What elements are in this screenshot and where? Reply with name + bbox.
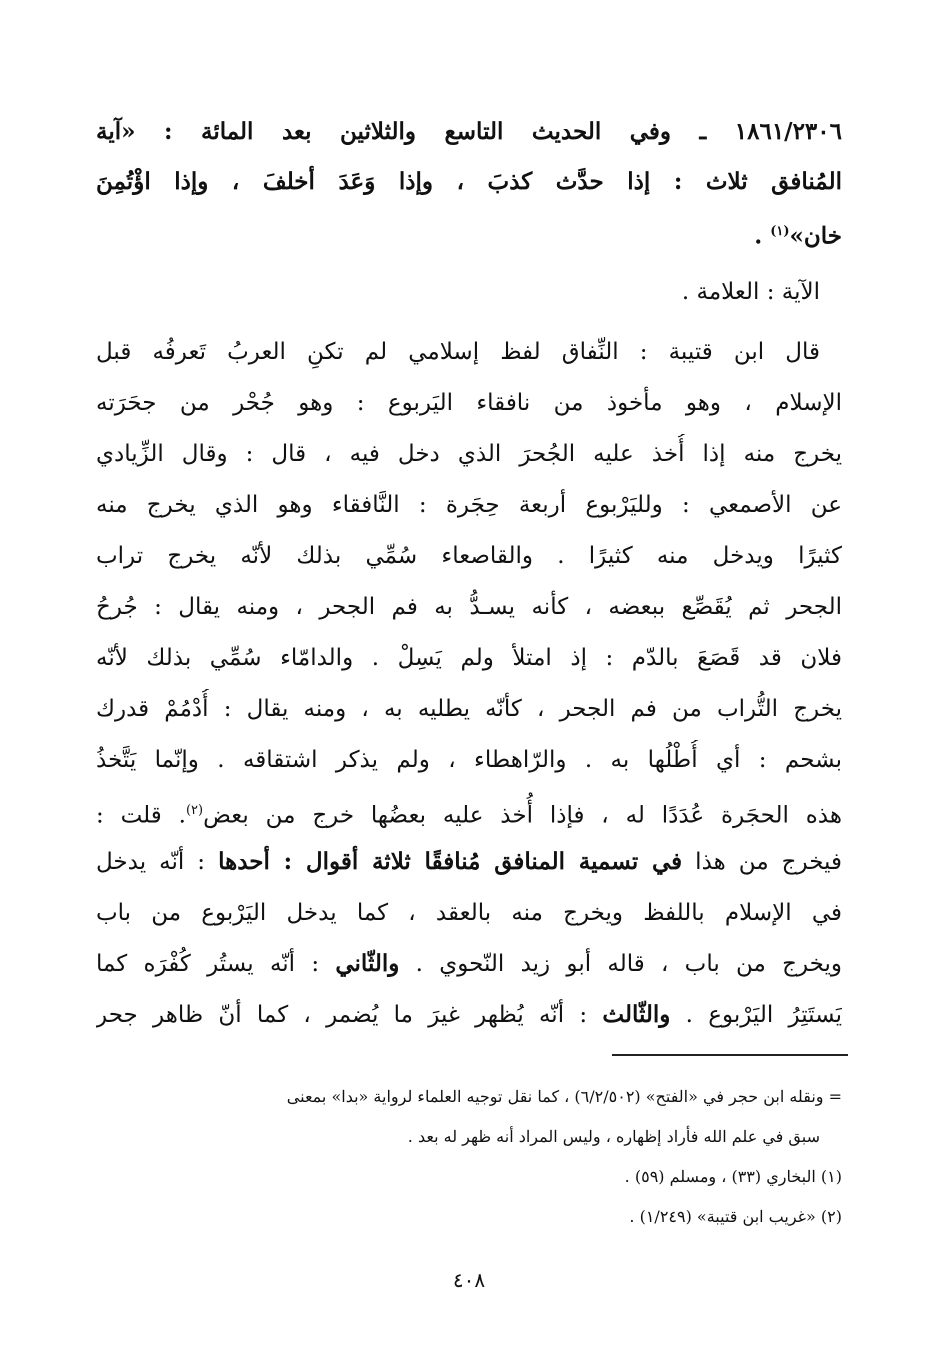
body-line-9: بشحم : أي أُطْلُها به . والرّاهطاء ، ولم يذكر اشتقاقه . وإنّما يَتَّخذُ	[96, 747, 842, 773]
hadith-text-3: خان»	[789, 222, 842, 250]
body-line-10: هذه الحجَرة عُدَدًا له ، فإذا أُخذ عليه بعضُها خرج من بعض$^{(٢)}$. قلت :	[96, 802, 842, 829]
footnote-ref-1: (١)	[770, 224, 790, 239]
body-line-5: كثيرًا ويدخل منه كثيرًا . والقاصعاء سُمِّي بذلك لأنّه يخرج تراب	[96, 543, 842, 569]
body-line-8: يخرج التُّراب من فم الجحر ، كأنّه يطليه به ، ومنه يقال : أُدْمُمْ قدرك	[96, 696, 842, 722]
body-line-13: ويخرج من باب ، قاله أبو زيد النّحوي . والثّاني : أنّه يستُر كُفْرَه كما	[96, 950, 842, 977]
footnote-divider	[612, 1054, 848, 1056]
body-line-11: فيخرج من هذا في تسمية المنافق مُنافقًا ثلاثة أقوال : أحدها : أنّه يدخل	[96, 848, 842, 875]
body-line-1: قال ابن قتيبة : النِّفاق لفظ إسلامي لم تكنِ العربُ تَعرفُه قبل	[96, 339, 820, 365]
body-line-6: الجحر ثم يُقَصِّع ببعضه ، كأنه يسـدُّ به فم الجحر ، ومنه يقال : جُرحُ	[96, 594, 842, 620]
body-line-7: فلان قد قَصَعَ بالدّم : إذ امتلأ ولم يَسِلْ . والدامّاء سُمِّي بذلك لأنّه	[96, 645, 842, 671]
body-line-12: في الإسلام باللفظ ويخرج منه بالعقد ، كما يدخل اليَرْبوع من باب	[96, 900, 842, 926]
footnote-continuation-2: سبق في علم الله فأراد إظهاره ، وليس المراد أنه ظهر له بعد .	[407, 1127, 820, 1146]
hadith-line-2: المُنافق ثلاث : إذا حدَّث كذبَ ، وإذا وَعَدَ أخلفَ ، وإذا اؤْتُمِنَ	[96, 168, 842, 195]
footnote-2: (٢) «غريب ابن قتيبة» (١/٢٤٩) .	[629, 1207, 842, 1226]
hadith-text-1: وفي الحديث التاسع والثلاثين بعد المائة : «آية	[96, 118, 671, 145]
hadith-line-1	[96, 112, 842, 158]
gloss-line: الآية : العلامة .	[681, 279, 820, 305]
body-line-14: يَستَتِرُ اليَرْبوع . والثّالث : أنّه يُظهر غيرَ ما يُضمر ، كما أنّ ظاهر جحر	[96, 1001, 842, 1028]
body-line-4: عن الأصمعي : ولليَرْبوع أربعة حِجَرة : النَّافقاء وهو الذي يخرج منه	[96, 492, 842, 518]
hadith-number: ١٨٦١/٢٣٠٦ ـ	[699, 118, 842, 145]
page-number: ٤٠٨	[452, 1268, 486, 1292]
body-line-2: الإسلام ، وهو مأخوذ من نافقاء اليَربوع : وهو جُحْر من جحَرَته	[96, 390, 842, 416]
footnote-ref-2: (٢)	[185, 803, 204, 818]
hadith-line-3: خان»$^{(١)}$ .	[754, 222, 842, 250]
footnote-1: (١) البخاري (٣٣) ، ومسلم (٥٩) .	[624, 1167, 842, 1186]
footnote-continuation-1: = ونقله ابن حجر في «الفتح» (٦/٢/٥٠٢) ، كما نقل توجيه العلماء لرواية «بدا» بمعنى	[286, 1087, 842, 1106]
body-line-3: يخرج منه إذا أُخذ عليه الجُحرَ الذي دخل فيه ، قال : وقال الزِّيادي	[96, 441, 842, 467]
